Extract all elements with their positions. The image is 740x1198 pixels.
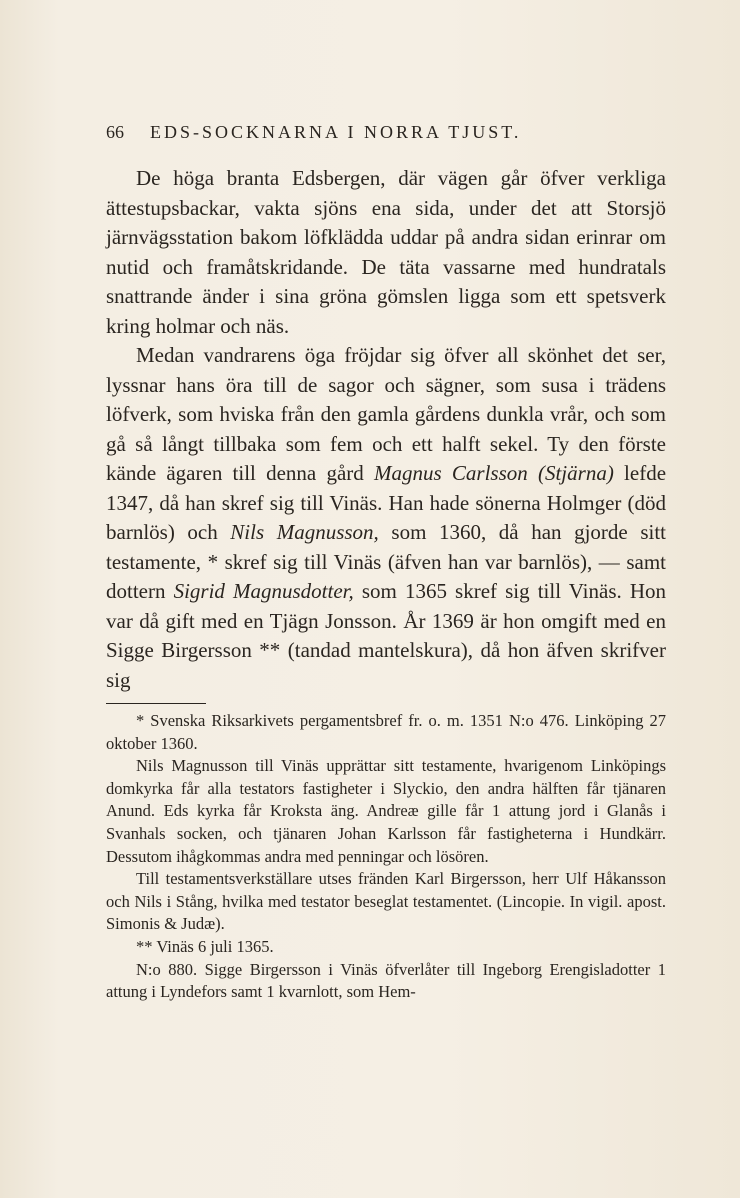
person-name-nils-magnusson: Nils Magnusson, [230,520,379,544]
paragraph-2-part-b: lefde 1347, då han skref sig till Vinäs. Han hade sönerna Holmger (död barnlös) och [106,461,667,544]
paragraph-2-part-c: som 1360, då han gjorde sitt testamente, * skref sig till Vinäs (äfven han var barnlös), — samt dottern [106,520,666,603]
footnote-1-text: Nils Magnusson till Vinäs upprättar sitt testamente, hvarigenom Linköpings domkyrka får alla testators fastigheter i Slyckio, den andra hälften får tjänaren Anund. Eds kyrka får Kroksta äng. Andreæ gille får 1 attung jord i Glanås i Svanhals socken, och tjänaren Johan Karlsson får fastigheterna i Hundkärr. Dessutom ihågkommas andra med penningar och lösören. [106,756,666,866]
page-content [106,122,666,1004]
footnote-2-text: N:o 880. Sigge Birgersson i Vinäs öfverlåter till Ingeborg Erengisladotter 1 attung i Lyndefors samt 1 kvarnlott, som Hem- [106,959,666,1002]
paragraph-2-part-a: Medan vandrarens öga fröjdar sig öfver all skönhet det ser, lyssnar hans öra till de sagor och sägner, som susa i trädens löfverk, som hviska från den gamla gårdens dunkla vrår, och som gå så långt tillbaka som fem och ett halft sekel. Ty den förste kände ägaren till denna gård [106,343,666,485]
footnote-rule [106,703,206,704]
paragraph-1: De höga branta Edsbergen, där vägen går öfver verkliga ättestupsbackar, vakta sjöns ena sida, under det att Storsjö järnvägsstation bakom löfklädda uddar på andra sidan erinrar om nutid och framåtskridande. De täta vassarne med hundratals snattrande änder i sina gröna gömslen ligga som ett spetsverk kring holmar och näs. [106,166,666,338]
main-text [106,164,666,695]
footnote-1: * Svenska Riksarkivets pergamentsbref fr. o. m. 1351 N:o 476. Linköping 27 oktober 1360. [106,711,666,753]
footnote-1-executors: Till testamentsverkställare utses fränden Karl Birgersson, herr Ulf Håkansson och Nils i Stång, hvilka med testator beseglat testamentet. (Lincopie. In vigil. apost. Simonis & Judæ). [106,869,666,934]
person-name-magnus-carlsson: Magnus Carlsson (Stjärna) [374,461,614,485]
page-number: 66 [106,122,124,142]
running-head [106,122,666,152]
paragraph-2 [106,341,666,695]
running-title: EDS-SOCKNARNA I NORRA TJUST. [150,122,522,142]
footnotes [106,710,666,1004]
paragraph-2-part-d: som 1365 skref sig till Vinäs. Hon var då gift med en Tjägn Jonsson. År 1369 är hon omgift med en Sigge Birgersson ** (tandad mantelskura), då hon äfven skrifver sig [106,579,667,692]
person-name-sigrid-magnusdotter: Sigrid Magnusdotter, [173,579,354,603]
footnote-2: ** Vinäs 6 juli 1365. [136,936,274,956]
